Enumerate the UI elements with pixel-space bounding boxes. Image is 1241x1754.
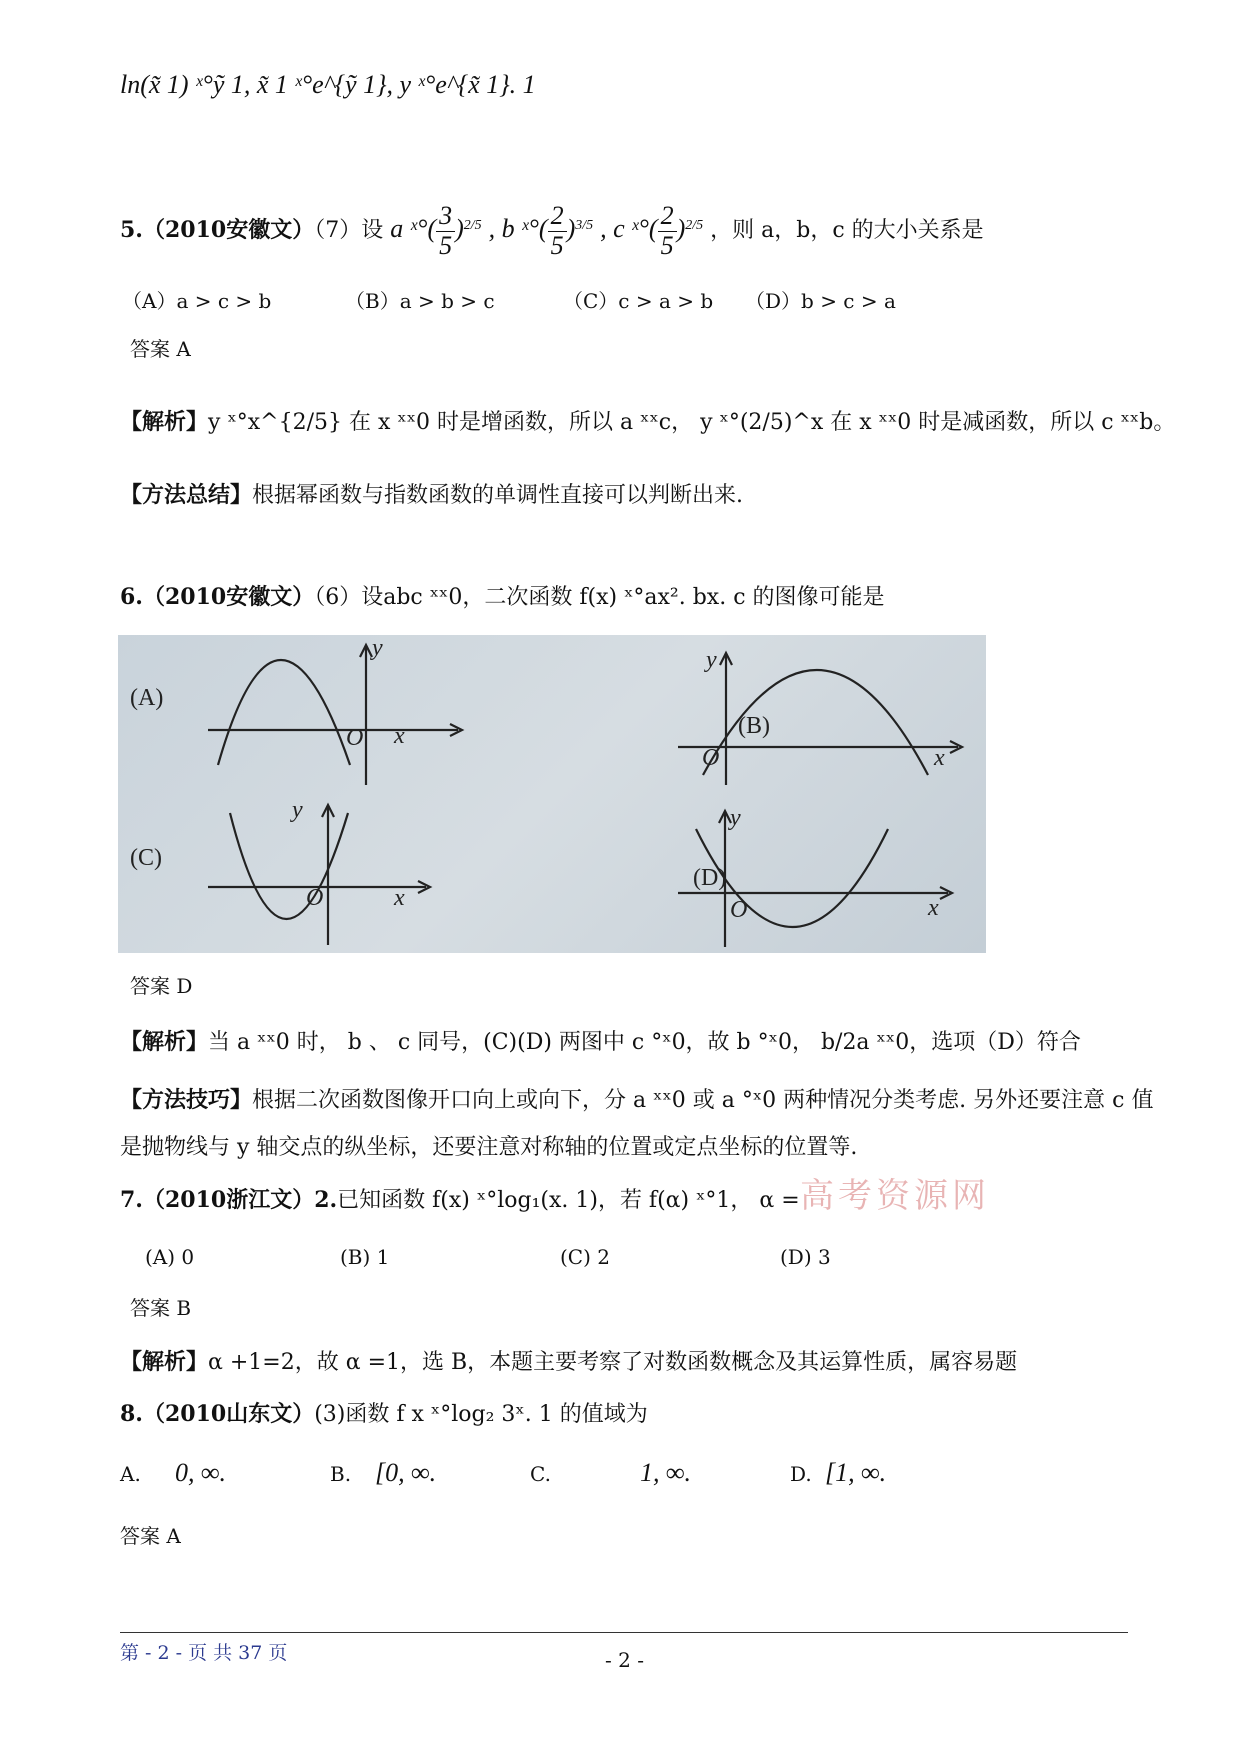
analysis: 【解析】当 a ˣˣ0 时， b 、 c 同号，(C)(D) 两图中 c °ˣ0，故 b °ˣ0， b/2a ˣˣ0，选项（D）符合: [120, 1029, 1081, 1055]
option-c: (C) 2: [560, 1245, 610, 1269]
answer: 答案 A: [130, 337, 191, 361]
footer-page-number: - 2 -: [605, 1648, 644, 1672]
option-b-value: [0, ∞.: [375, 1458, 437, 1487]
question-sub: （7）设: [314, 218, 384, 244]
question-6: 6.（2010安徽文）（6）设abc ˣˣ0，二次函数 f(x) ˣ°ax². bx. c 的图像可能是: [120, 584, 885, 610]
method-tip: 【方法技巧】根据二次函数图像开口向上或向下，分 a ˣˣ0 或 a °ˣ0 两种情况分类考虑. 另外还要注意 c 值: [120, 1087, 1154, 1113]
fraction: $\frac{2}{5}$: [548, 202, 567, 260]
option-b-letter: B.: [330, 1462, 352, 1486]
question-number: 5.: [120, 217, 143, 244]
option-d: （D）b > c > a: [745, 289, 896, 313]
option-b: (B) 1: [340, 1245, 390, 1269]
axis-y-label: y: [292, 797, 303, 823]
formula-fragment: ln(x̃ 1) ˣ°ỹ 1, x̃ 1 ˣ°e^{ỹ 1}, y ˣ°e^{x̃ 1}. 1: [120, 70, 536, 99]
answer: 答案 A: [120, 1524, 181, 1548]
option-a-letter: A.: [120, 1462, 141, 1486]
figure-label-d: (D): [693, 865, 727, 891]
axis-x-label: x: [394, 885, 405, 911]
answer: 答案 B: [130, 1296, 192, 1320]
origin-label: O: [702, 745, 720, 771]
axis-x-label: x: [928, 895, 939, 921]
option-a: （A）a > c > b: [122, 289, 272, 313]
option-c-value: 1, ∞.: [640, 1458, 692, 1487]
analysis: 【解析】α +1=2，故 α =1，选 B，本题主要考察了对数函数概念及其运算性质，属容易题: [120, 1349, 1018, 1375]
origin-label: O: [306, 885, 324, 911]
origin-label: O: [730, 897, 748, 923]
parabola-graphs: [118, 635, 986, 953]
figure-label-a: (A): [130, 685, 164, 711]
option-a: (A) 0: [145, 1245, 195, 1269]
axis-y-label: y: [372, 635, 383, 661]
option-b: （B）a > b > c: [345, 289, 495, 313]
question-tail: ，则 a，b，c 的大小关系是: [710, 218, 984, 244]
question-7: 7.（2010浙江文）2.已知函数 f(x) ˣ°log₁(x. 1)，若 f(α) ˣ°1， α =: [120, 1187, 800, 1213]
fraction: $\frac{3}{5}$: [436, 202, 455, 260]
footer-divider: [120, 1632, 1128, 1633]
fraction: $\frac{2}{5}$: [658, 202, 677, 260]
question-8: 8.（2010山东文）(3)函数 f x ˣ°log₂ 3ˣ. 1 的值域为: [120, 1401, 648, 1427]
axis-y-label: y: [706, 647, 717, 673]
figure-label-c: (C): [130, 845, 162, 871]
method-tip-cont: 是抛物线与 y 轴交点的纵坐标，还要注意对称轴的位置或定点坐标的位置等.: [120, 1135, 858, 1160]
origin-label: O: [346, 725, 364, 751]
option-d: (D) 3: [780, 1245, 831, 1269]
parabola-figure: [118, 635, 986, 953]
question-5: 5.（2010安徽文）（7）设 a ˣ°( $\frac{3}{5}$ )$^{2/5}$ , b ˣ°( $\frac{2}{5}$ )$^{3/5}$ , c ˣ°( $\frac{2}{5}$ )$^{2/5}$ ，则 a，b，c 的大小关系是: [120, 201, 984, 260]
axis-y-label: y: [730, 805, 741, 831]
option-d-value: [1, ∞.: [825, 1458, 887, 1487]
footer-page-count: 第 - 2 - 页 共 37 页: [120, 1642, 288, 1664]
axis-x-label: x: [934, 745, 945, 771]
option-c-letter: C.: [530, 1462, 551, 1486]
option-c: （C）c > a > b: [563, 289, 714, 313]
method-summary: 【方法总结】根据幂函数与指数函数的单调性直接可以判断出来.: [120, 482, 744, 508]
analysis: 【解析】y ˣ°x^{2/5} 在 x ˣˣ0 时是增函数，所以 a ˣˣc， y ˣ°(2/5)^x 在 x ˣˣ0 时是减函数，所以 c ˣˣb。: [120, 409, 1176, 435]
option-d-letter: D.: [790, 1462, 812, 1486]
option-a-value: 0, ∞.: [175, 1458, 227, 1487]
question-source: （2010安徽文）: [142, 217, 315, 244]
axis-x-label: x: [394, 723, 405, 749]
answer: 答案 D: [130, 974, 193, 998]
watermark: 高考资源网: [800, 1176, 990, 1216]
figure-label-b: (B): [738, 713, 770, 739]
